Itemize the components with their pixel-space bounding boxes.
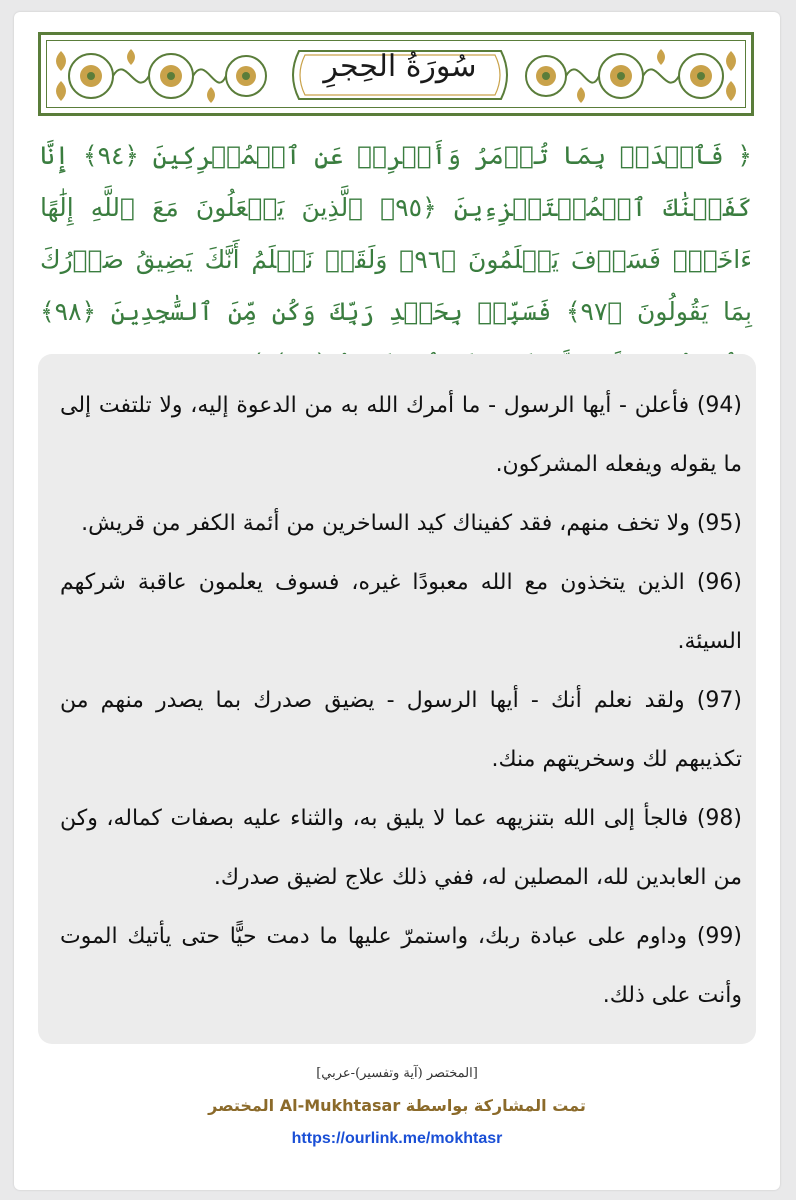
tafsir-box	[38, 354, 756, 1044]
tafsir-paragraph: (94) فأعلن - أيها الرسول - ما أمرك الله به من الدعوة إليه، ولا تلتفت إلى ما يقوله ويفعله المشركون.	[60, 393, 742, 477]
left-ornament-icon	[51, 43, 281, 109]
tafsir-paragraph: (95) ولا تخف منهم، فقد كفيناك كيد الساخرين من أئمة الكفر من قريش.	[81, 511, 742, 536]
surah-title: سُورَةُ الحِجرِ	[323, 49, 477, 84]
verse-text: فَٱصۡدَعۡ بِمَا تُؤۡمَرُ وَأَعۡرِضۡ عَنِ ٱلۡمُشۡرِكِينَ ﴿٩٤﴾ إِنَّا كَفَيۡنَٰكَ ٱلۡمُسۡتَهۡزِءِينَ ﴿٩٥﴾ ٱلَّذِينَ يَجۡعَلُونَ مَعَ ٱللَّهِ إِلَٰهًا ءَاخَرَۚ فَسَوۡفَ يَعۡلَمُونَ ﴿٩٦﴾ وَلَقَدۡ نَعۡلَمُ أَنَّكَ يَضِيقُ صَدۡرُكَ بِمَا يَقُولُونَ ﴿٩٧﴾ فَسَبِّحۡ بِحَمۡدِ رَبِّكَ وَكُن مِّنَ ٱلسَّٰجِدِينَ ﴿٩٨﴾	[40, 141, 752, 326]
tafsir-paragraph: (97) ولقد نعلم أنك - أيها الرسول - يضيق صدرك بما يصدر منهم من تكذيبهم لك وسخريتهم منك.	[60, 688, 742, 772]
footer-link[interactable]: https://ourlink.me/mokhtasr	[291, 1130, 503, 1147]
footer-source: [المختصر (آية وتفسير)-عربي]	[316, 1066, 478, 1081]
tafsir-paragraph: (99) وداوم على عبادة ربك، واستمرّ عليها ما دمت حيًّا حتى يأتيك الموت وأنت على ذلك.	[60, 924, 742, 1008]
footer-credit: تمت المشاركة بواسطة Al-Mukhtasar المختصر	[208, 1096, 586, 1115]
page-card	[14, 12, 780, 1190]
banner-frame	[46, 40, 746, 108]
tafsir-text	[60, 376, 742, 1025]
verse-open-bracket: ﴿	[737, 141, 752, 170]
right-ornament-icon	[511, 43, 741, 109]
tafsir-paragraph: (98) فالجأ إلى الله بتنزيهه عما لا يليق به، والثناء عليه بصفات كماله، وكن من العابدين لله، المصلين له، ففي ذلك علاج لضيق صدرك.	[60, 806, 742, 890]
surah-banner	[38, 32, 754, 116]
tafsir-paragraph: (96) الذين يتخذون مع الله معبودًا غيره، فسوف يعلمون عاقبة شركهم السيئة.	[60, 570, 742, 654]
